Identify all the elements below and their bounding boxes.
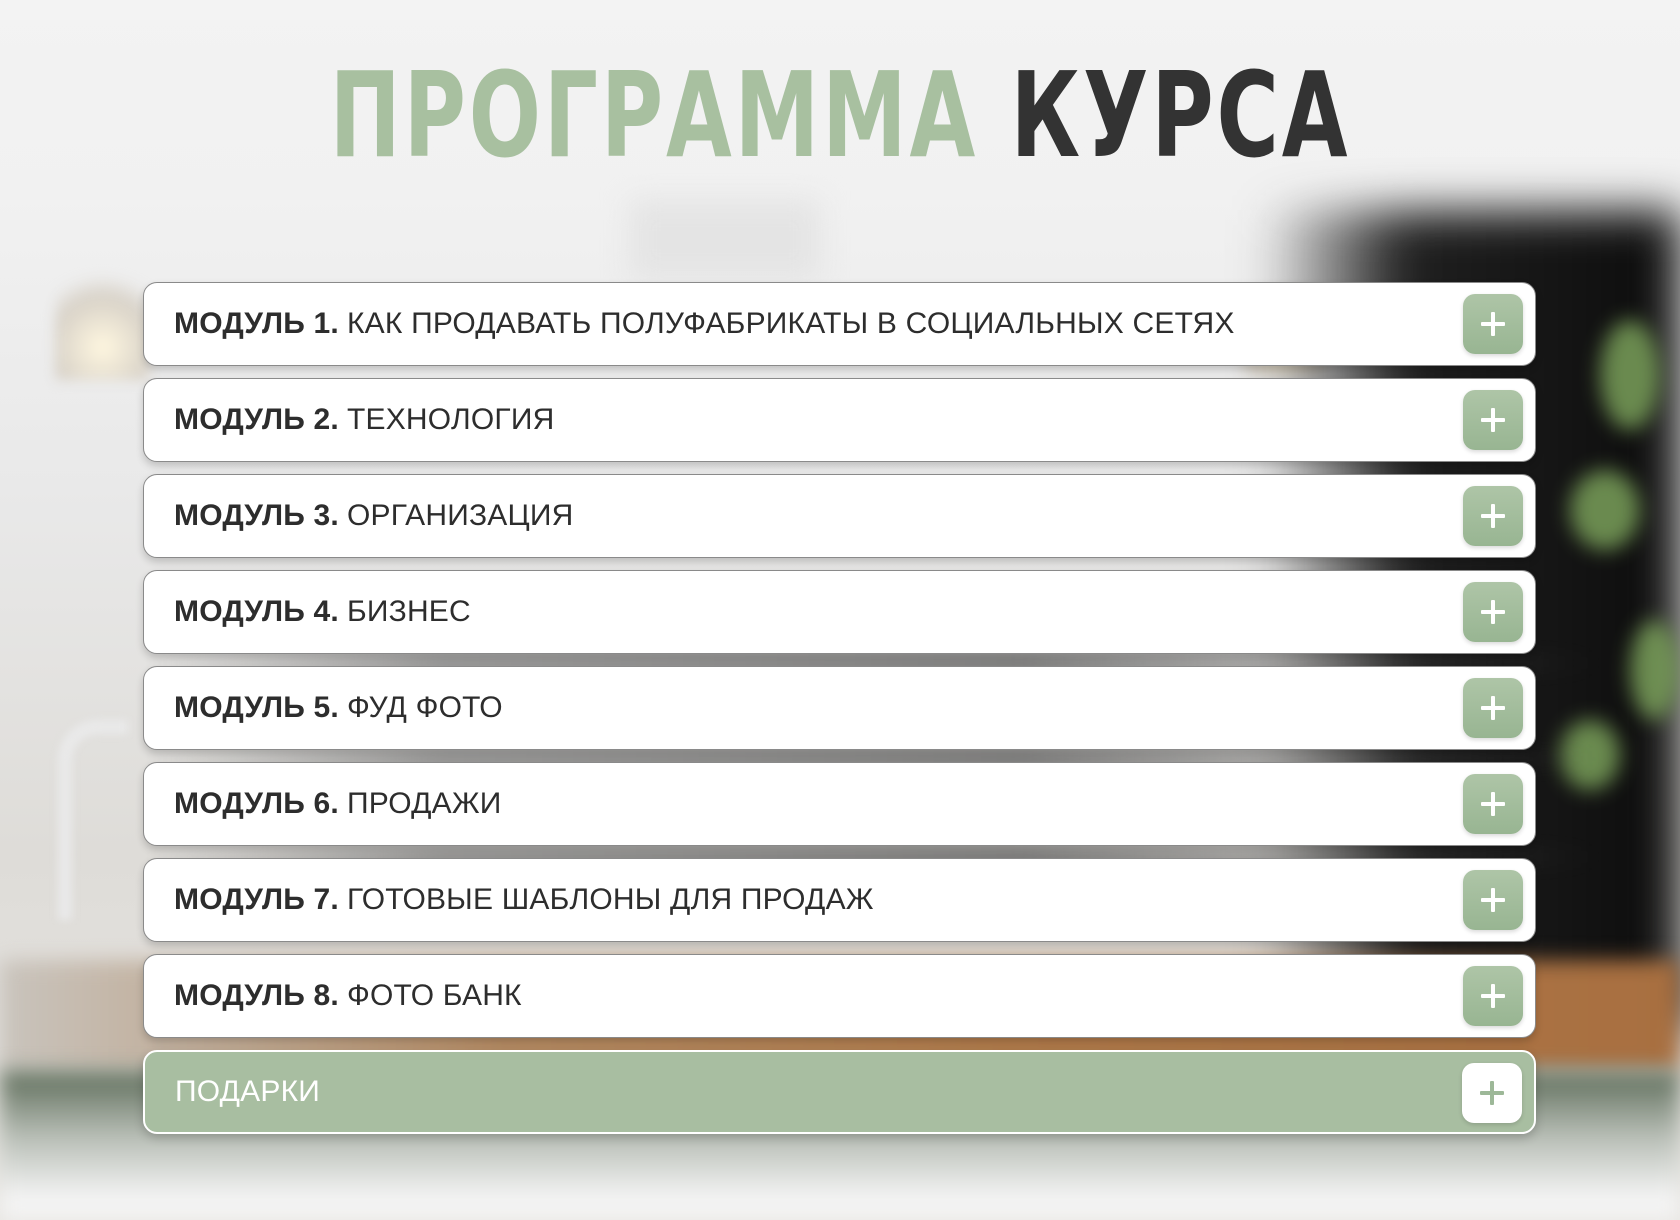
gifts-label: ПОДАРКИ — [175, 1075, 321, 1108]
module-2-label — [174, 403, 554, 437]
plus-icon — [1478, 1079, 1506, 1107]
page-title-accent: ПРОГРАММА — [329, 46, 979, 184]
background-plant — [1630, 620, 1680, 720]
module-4-row[interactable] — [143, 570, 1536, 654]
expand-module-2-button[interactable] — [1463, 390, 1523, 450]
module-6-row[interactable] — [143, 762, 1536, 846]
expand-module-3-button[interactable] — [1463, 486, 1523, 546]
expand-module-7-button[interactable] — [1463, 870, 1523, 930]
module-topic: БИЗНЕС — [346, 595, 471, 628]
module-number: МОДУЛЬ 1. — [174, 307, 339, 340]
module-3-row[interactable] — [143, 474, 1536, 558]
module-1-label — [174, 307, 1235, 341]
module-topic: ГОТОВЫЕ ШАБЛОНЫ ДЛЯ ПРОДАЖ — [346, 883, 874, 916]
plus-icon — [1479, 310, 1507, 338]
module-6-label — [174, 787, 502, 821]
module-7-row[interactable] — [143, 858, 1536, 942]
expand-module-5-button[interactable] — [1463, 678, 1523, 738]
expand-gifts-button[interactable] — [1462, 1063, 1522, 1123]
expand-module-1-button[interactable] — [1463, 294, 1523, 354]
module-5-row[interactable] — [143, 666, 1536, 750]
background-plant — [1600, 320, 1660, 430]
gifts-row[interactable] — [143, 1050, 1536, 1134]
module-5-label — [174, 691, 503, 725]
plus-icon — [1479, 598, 1507, 626]
module-number: МОДУЛЬ 2. — [174, 403, 339, 436]
background-plant — [1570, 470, 1640, 550]
module-topic: ПРОДАЖИ — [346, 787, 502, 820]
module-topic: КАК ПРОДАВАТЬ ПОЛУФАБРИКАТЫ В СОЦИАЛЬНЫХ СЕТЯХ — [346, 307, 1235, 340]
module-topic: ФОТО БАНК — [346, 979, 522, 1012]
module-8-row[interactable] — [143, 954, 1536, 1038]
expand-module-6-button[interactable] — [1463, 774, 1523, 834]
background-range-hood — [630, 200, 820, 280]
module-number: МОДУЛЬ 7. — [174, 883, 339, 916]
module-topic: ТЕХНОЛОГИЯ — [346, 403, 555, 436]
background-lamp — [55, 270, 150, 380]
module-number: МОДУЛЬ 6. — [174, 787, 339, 820]
background-faucet — [58, 720, 128, 920]
module-number: МОДУЛЬ 8. — [174, 979, 339, 1012]
plus-icon — [1479, 406, 1507, 434]
page-title — [235, 40, 1445, 190]
page-title-main: КУРСА — [1010, 46, 1351, 184]
plus-icon — [1479, 982, 1507, 1010]
module-number: МОДУЛЬ 5. — [174, 691, 339, 724]
plus-icon — [1479, 886, 1507, 914]
module-number: МОДУЛЬ 3. — [174, 499, 339, 532]
module-1-row[interactable] — [143, 282, 1536, 366]
module-topic: ОРГАНИЗАЦИЯ — [346, 499, 574, 532]
module-topic: ФУД ФОТО — [346, 691, 503, 724]
module-8-label — [174, 979, 522, 1013]
course-modules-accordion — [143, 282, 1536, 1146]
plus-icon — [1479, 694, 1507, 722]
expand-module-4-button[interactable] — [1463, 582, 1523, 642]
module-2-row[interactable] — [143, 378, 1536, 462]
module-7-label — [174, 883, 874, 917]
plus-icon — [1479, 502, 1507, 530]
module-3-label — [174, 499, 574, 533]
module-number: МОДУЛЬ 4. — [174, 595, 339, 628]
module-4-label — [174, 595, 471, 629]
plus-icon — [1479, 790, 1507, 818]
expand-module-8-button[interactable] — [1463, 966, 1523, 1026]
